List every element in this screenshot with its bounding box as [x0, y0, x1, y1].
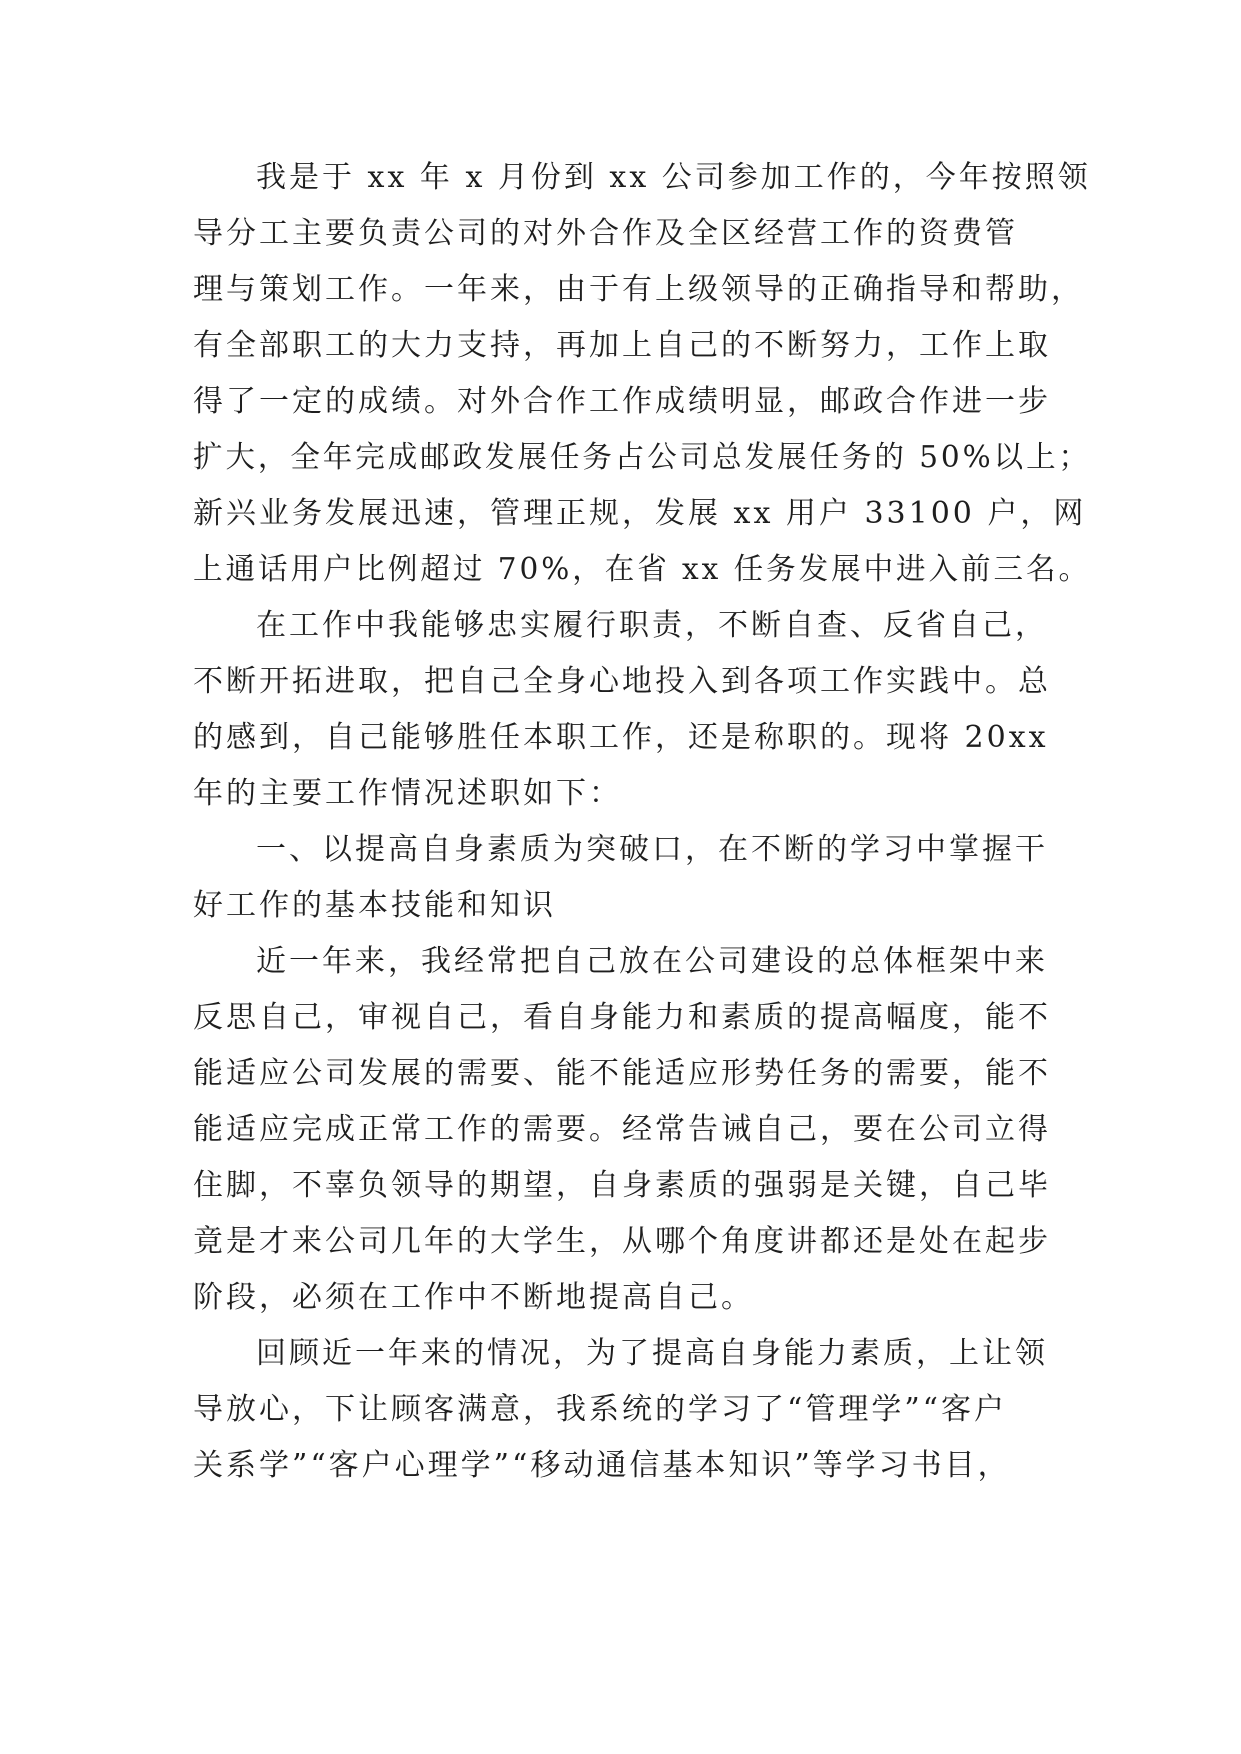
text-line: 导放心，下让顾客满意，我系统的学习了“管理学”“客户 — [193, 1392, 1008, 1427]
text-line: 能适应完成正常工作的需要。经常告诫自己，要在公司立得 — [193, 1112, 1051, 1147]
text-line: 我是于 xx 年 x 月份到 xx 公司参加工作的，今年按照领 — [256, 160, 1091, 195]
text-line: 在工作中我能够忠实履行职责，不断自查、反省自己， — [256, 608, 1048, 643]
text-line: 竟是才来公司几年的大学生，从哪个角度讲都还是处在起步 — [193, 1224, 1051, 1259]
text-line: 回顾近一年来的情况，为了提高自身能力素质，上让领 — [256, 1336, 1048, 1371]
text-line: 好工作的基本技能和知识 — [193, 888, 556, 923]
text-line: 理与策划工作。一年来，由于有上级领导的正确指导和帮助， — [193, 272, 1084, 307]
text-line: 能适应公司发展的需要、能不能适应形势任务的需要，能不 — [193, 1056, 1051, 1091]
text-line: 反思自己，审视自己，看自身能力和素质的提高幅度，能不 — [193, 1000, 1051, 1035]
text-line: 一、以提高自身素质为突破口，在不断的学习中掌握干 — [256, 832, 1048, 867]
text-line: 扩大，全年完成邮政发展任务占公司总发展任务的 50%以上； — [193, 440, 1091, 475]
text-line: 导分工主要负责公司的对外合作及全区经营工作的资费管 — [193, 216, 1018, 251]
text-line: 年的主要工作情况述职如下： — [193, 776, 622, 811]
text-line: 新兴业务发展迅速，管理正规，发展 xx 用户 33100 户，网 — [193, 496, 1087, 531]
text-line: 得了一定的成绩。对外合作工作成绩明显，邮政合作进一步 — [193, 384, 1051, 419]
text-line: 上通话用户比例超过 70%，在省 xx 任务发展中进入前三名。 — [193, 552, 1092, 587]
text-line: 的感到，自己能够胜任本职工作，还是称职的。现将 20xx — [193, 720, 1049, 755]
text-line: 住脚，不辜负领导的期望，自身素质的强弱是关键，自己毕 — [193, 1168, 1051, 1203]
text-line: 阶段，必须在工作中不断地提高自己。 — [193, 1280, 754, 1315]
text-line: 近一年来，我经常把自己放在公司建设的总体框架中来 — [256, 944, 1048, 979]
text-line: 关系学”“客户心理学”“移动通信基本知识”等学习书目， — [193, 1448, 1011, 1483]
text-line: 有全部职工的大力支持，再加上自己的不断努力，工作上取 — [193, 328, 1051, 363]
text-line: 不断开拓进取，把自己全身心地投入到各项工作实践中。总 — [193, 664, 1051, 699]
